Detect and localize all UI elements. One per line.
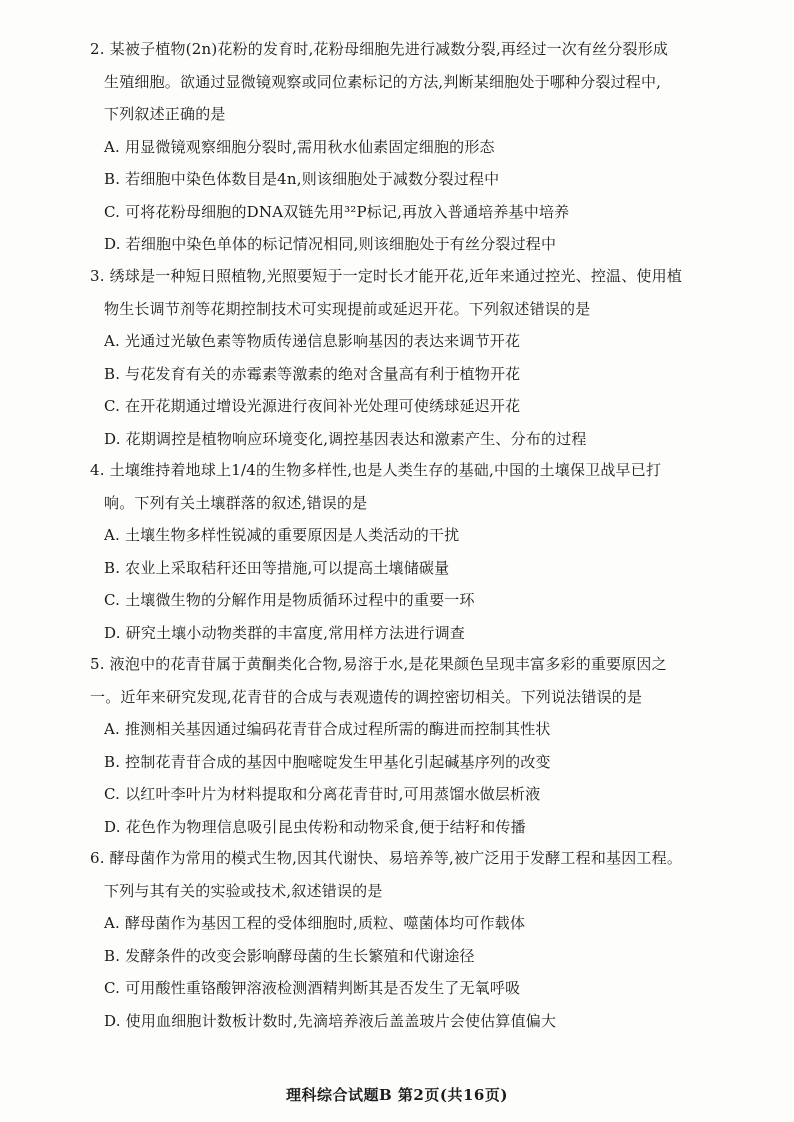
question-5-option-a: A. 推测相关基因通过编码花青苷合成过程所需的酶进而控制其性状 xyxy=(104,720,551,738)
question-6 xyxy=(90,842,740,1037)
question-4-stem-line-1: 4. 土壤维持着地球上1/4的生物多样性,也是人类生存的基础,中国的土壤保卫战早已打 xyxy=(90,461,662,479)
question-2-stem-line-3: 下列叙述正确的是 xyxy=(104,105,226,123)
question-6-option-d: D. 使用血细胞计数板计数时,先滴培养液后盖盖玻片会使估算值偏大 xyxy=(104,1011,557,1030)
question-4 xyxy=(90,454,740,649)
question-4-option-b: B. 农业上采取秸秆还田等措施,可以提高土壤储碳量 xyxy=(104,558,450,577)
question-2-option-d: D. 若细胞中染色单体的标记情况相同,则该细胞处于有丝分裂过程中 xyxy=(104,235,557,253)
question-3-stem-line-2: 物生长调节剂等花期控制技术可实现提前或延迟开花。下列叙述错误的是 xyxy=(104,299,591,318)
question-6-option-c: C. 可用酸性重铬酸钾溶液检测酒精判断其是否发生了无氧呼吸 xyxy=(104,979,521,997)
question-2-stem-line-1: 2. 某被子植物(2n)花粉的发育时,花粉母细胞先进行减数分裂,再经过一次有丝分裂形成 xyxy=(90,40,669,58)
question-4-stem-line-2: 响。下列有关土壤群落的叙述,错误的是 xyxy=(104,493,368,512)
question-2-option-c: C. 可将花粉母细胞的DNA双链先用³²P标记,再放入普通培养基中培养 xyxy=(104,202,570,221)
question-4-option-d: D. 研究土壤小动物类群的丰富度,常用样方法进行调查 xyxy=(104,623,465,642)
question-6-stem-line-2: 下列与其有关的实验或技术,叙述错误的是 xyxy=(104,881,383,900)
question-2-option-a: A. 用显微镜观察细胞分裂时,需用秋水仙素固定细胞的形态 xyxy=(104,137,495,156)
question-3 xyxy=(90,260,740,455)
question-4-option-a: A. 土壤生物多样性锐减的重要原因是人类活动的干扰 xyxy=(104,526,460,544)
question-6-option-b: B. 发酵条件的改变会影响酵母菌的生长繁殖和代谢途径 xyxy=(104,946,475,965)
question-3-option-a: A. 光通过光敏色素等物质传递信息影响基因的表达来调节开花 xyxy=(104,332,521,350)
page-footer: 理科综合试题B 第2页(共16页) xyxy=(286,1086,508,1104)
question-5 xyxy=(90,648,740,843)
question-4-option-c: C. 土壤微生物的分解作用是物质循环过程中的重要一环 xyxy=(104,591,475,609)
question-5-option-d: D. 花色作为物理信息吸引昆虫传粉和动物采食,便于结籽和传播 xyxy=(104,817,526,836)
question-2 xyxy=(90,33,740,261)
question-6-option-a: A. 酵母菌作为基因工程的受体细胞时,质粒、噬菌体均可作载体 xyxy=(104,914,526,932)
question-5-option-c: C. 以红叶李叶片为材料提取和分离花青苷时,可用蒸馏水做层析液 xyxy=(104,785,541,803)
question-3-option-b: B. 与花发育有关的赤霉素等激素的绝对含量高有利于植物开花 xyxy=(104,364,521,383)
question-5-stem-line-2: 一。近年来研究发现,花青苷的合成与表观遗传的调控密切相关。下列说法错误的是 xyxy=(90,687,643,706)
question-5-stem-line-1: 5. 液泡中的花青苷属于黄酮类化合物,易溶于水,是花果颜色呈现丰富多彩的重要原因之 xyxy=(90,655,667,673)
question-5-option-b: B. 控制花青苷合成的基因中胞嘧啶发生甲基化引起碱基序列的改变 xyxy=(104,752,551,771)
question-2-stem-line-2: 生殖细胞。欲通过显微镜观察或同位素标记的方法,判断某细胞处于哪种分裂过程中, xyxy=(104,72,662,91)
question-6-stem-line-1: 6. 酵母菌作为常用的模式生物,因其代谢快、易培养等,被广泛用于发酵工程和基因工程。 xyxy=(90,849,683,867)
question-2-option-b: B. 若细胞中染色体数目是4n,则该细胞处于减数分裂过程中 xyxy=(104,170,500,188)
question-3-option-d: D. 花期调控是植物响应环境变化,调控基因表达和激素产生、分布的过程 xyxy=(104,429,587,448)
question-3-option-c: C. 在开花期通过增设光源进行夜间补光处理可使绣球延迟开花 xyxy=(104,397,521,415)
question-3-stem-line-1: 3. 绣球是一种短日照植物,光照要短于一定时长才能开花,近年来通过控光、控温、使用植 xyxy=(90,267,683,285)
